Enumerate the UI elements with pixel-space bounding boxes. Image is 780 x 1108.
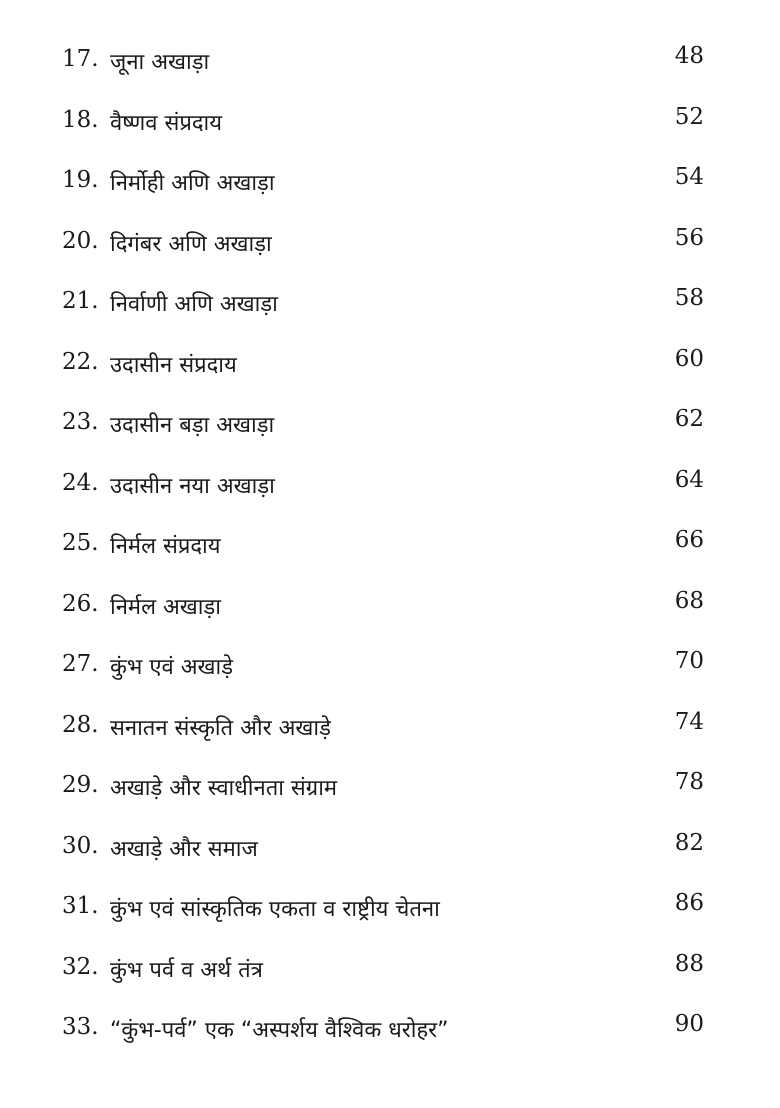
entry-page: 90 xyxy=(674,1011,704,1037)
entry-number: 24. xyxy=(62,469,99,496)
entry-page: 62 xyxy=(674,406,704,432)
entry-title: निर्मल अखाड़ा xyxy=(110,594,221,620)
entry-page: 52 xyxy=(674,103,704,130)
entry-number: 18. xyxy=(62,106,99,133)
entry-number: 30. xyxy=(62,832,99,859)
entry-number: 22. xyxy=(62,348,99,375)
entry-page: 66 xyxy=(674,527,704,553)
entry-page: 86 xyxy=(674,890,704,916)
toc-entry xyxy=(0,883,780,944)
toc-entry xyxy=(0,520,780,581)
toc-entry xyxy=(0,36,780,97)
entry-number: 28. xyxy=(62,711,99,738)
entry-page: 88 xyxy=(674,950,704,977)
entry-title: दिगंबर अणि अखाड़ा xyxy=(110,231,272,257)
entry-number: 29. xyxy=(62,772,99,798)
entry-number: 21. xyxy=(62,288,99,314)
entry-title: उदासीन बड़ा अखाड़ा xyxy=(110,413,275,438)
toc-entry xyxy=(0,218,780,279)
entry-page: 68 xyxy=(674,587,704,614)
toc-entry xyxy=(0,460,780,521)
entry-title: निर्मोही अणि अखाड़ा xyxy=(110,171,275,196)
table-of-contents xyxy=(0,36,780,1065)
entry-number: 19. xyxy=(62,167,99,193)
entry-page: 82 xyxy=(674,829,704,856)
entry-number: 17. xyxy=(62,46,99,72)
toc-entry xyxy=(0,762,780,823)
entry-number: 23. xyxy=(62,409,99,435)
toc-entry xyxy=(0,339,780,400)
entry-number: 27. xyxy=(62,651,99,677)
entry-number: 26. xyxy=(62,590,99,617)
entry-page: 70 xyxy=(674,648,704,674)
toc-entry xyxy=(0,581,780,642)
entry-title: उदासीन नया अखाड़ा xyxy=(110,473,275,499)
entry-page: 54 xyxy=(674,164,704,190)
entry-page: 48 xyxy=(674,43,704,69)
entry-page: 78 xyxy=(674,769,704,795)
toc-entry xyxy=(0,278,780,339)
entry-page: 58 xyxy=(674,285,704,311)
entry-page: 64 xyxy=(674,466,704,493)
toc-entry xyxy=(0,1004,780,1065)
toc-entry xyxy=(0,399,780,460)
toc-entry xyxy=(0,944,780,1005)
toc-entry xyxy=(0,641,780,702)
entry-title: उदासीन संप्रदाय xyxy=(110,352,237,378)
toc-entry xyxy=(0,97,780,158)
toc-entry xyxy=(0,823,780,884)
entry-title: “कुंभ-पर्व” एक “अस्पर्शय वैश्विक धरोहर” xyxy=(110,1018,449,1043)
entry-title: जूना अखाड़ा xyxy=(110,50,210,75)
toc-entry xyxy=(0,157,780,218)
entry-title: अखाड़े और समाज xyxy=(110,836,258,862)
entry-title: निर्मल संप्रदाय xyxy=(110,534,221,559)
entry-page: 56 xyxy=(674,224,704,251)
entry-title: कुंभ पर्व व अर्थ तंत्र xyxy=(110,957,263,983)
toc-entry xyxy=(0,702,780,763)
entry-title: कुंभ एवं अखाड़े xyxy=(110,655,234,680)
entry-page: 60 xyxy=(674,345,704,372)
entry-number: 33. xyxy=(62,1014,99,1040)
entry-title: सनातन संस्कृति और अखाड़े xyxy=(110,715,331,741)
entry-title: कुंभ एवं सांस्कृतिक एकता व राष्ट्रीय चेतना xyxy=(110,897,440,922)
entry-title: अखाड़े और स्वाधीनता संग्राम xyxy=(110,776,338,801)
entry-number: 25. xyxy=(62,530,99,556)
entry-number: 20. xyxy=(62,227,99,254)
entry-title: निर्वाणी अणि अखाड़ा xyxy=(110,292,278,317)
entry-title: वैष्णव संप्रदाय xyxy=(110,110,222,136)
entry-number: 32. xyxy=(62,953,99,980)
entry-page: 74 xyxy=(674,708,704,735)
entry-number: 31. xyxy=(62,893,99,919)
